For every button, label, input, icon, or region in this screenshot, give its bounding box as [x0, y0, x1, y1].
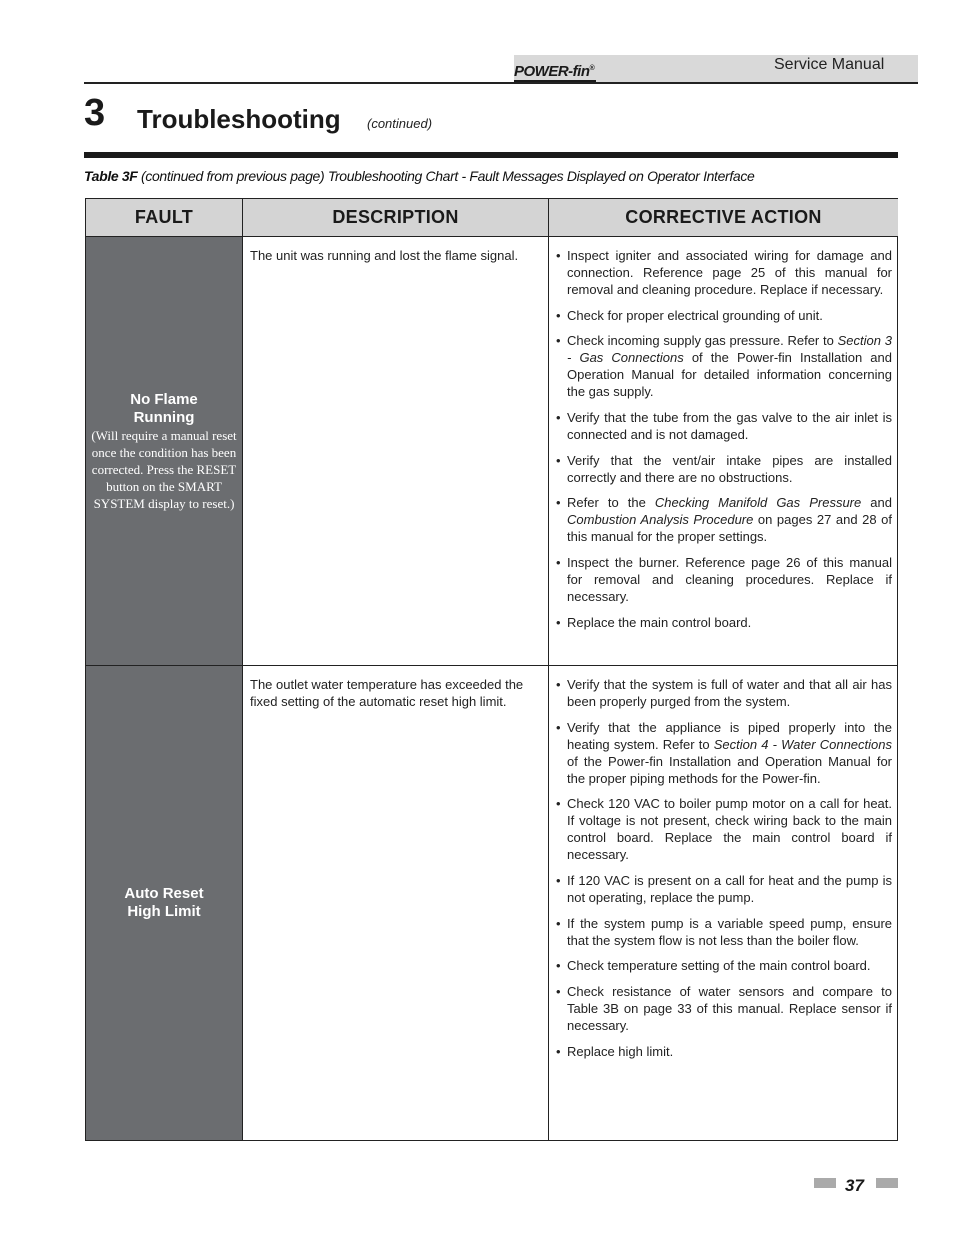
description-cell: The unit was running and lost the flame signal.: [243, 237, 549, 666]
action-item: • Check 120 VAC to boiler pump motor on a call for heat. If voltage is not present, check wiring back to the main control board. Replace the main control board if necessary.: [555, 795, 892, 863]
section-rule: [84, 152, 898, 158]
description-cell: The outlet water temperature has exceeded the fixed setting of the automatic reset high limit.: [243, 666, 549, 1140]
page-bar-left: [814, 1178, 836, 1188]
manual-label: Service Manual: [774, 56, 885, 73]
brand-logo: [514, 60, 596, 82]
action-item: • Verify that the tube from the gas valve to the air inlet is connected and is not damaged.: [555, 409, 892, 443]
fault-title: Auto Reset High Limit: [124, 885, 204, 920]
action-item: • Refer to the Checking Manifold Gas Pressure and Combustion Analysis Procedure on pages 27 and 28 of this manual for the proper settings.: [555, 494, 892, 545]
action-item: • Verify that the vent/air intake pipes are installed correctly and there are no obstructions.: [555, 452, 892, 486]
header-description: DESCRIPTION: [243, 199, 549, 237]
page-number: 37: [845, 1176, 864, 1195]
header-corrective-action: CORRECTIVE ACTION: [549, 199, 898, 237]
action-item: • Inspect the burner. Reference page 26 of this manual for removal and cleaning procedures. Replace if necessary.: [555, 554, 892, 605]
table-caption-label: Table 3F: [84, 168, 138, 184]
table-caption: [84, 168, 754, 184]
actions-cell: [549, 237, 898, 666]
chapter-number: 3: [84, 92, 106, 134]
brand-mark: ®: [589, 65, 595, 72]
action-item: • If 120 VAC is present on a call for heat and the pump is not operating, replace the pump.: [555, 872, 892, 906]
action-list: [555, 676, 892, 1060]
action-item: • Verify that the system is full of water and that all air has been properly purged from the system.: [555, 676, 892, 710]
action-item: • Check for proper electrical grounding of unit.: [555, 307, 892, 324]
action-item: • Replace the main control board.: [555, 614, 892, 631]
action-item: • If the system pump is a variable speed pump, ensure that the system flow is not less than the boiler flow.: [555, 915, 892, 949]
table-caption-text: (continued from previous page) Troubleshooting Chart - Fault Messages Displayed on Operator Interface: [137, 168, 755, 184]
action-item: • Inspect igniter and associated wiring for damage and connection. Reference page 25 of this manual for removal and cleaning procedure. Replace if necessary.: [555, 247, 892, 298]
brand-text: POWER-fin: [514, 63, 590, 80]
fault-cell-high-limit: [86, 666, 243, 1140]
header-fault: FAULT: [86, 199, 243, 237]
action-list: [555, 247, 892, 631]
action-item: • Check incoming supply gas pressure. Refer to Section 3 - Gas Connections of the Power-fin Installation and Operation Manual for detailed information concerning the gas supply.: [555, 332, 892, 400]
fault-title: No Flame Running: [130, 390, 198, 426]
top-rule: [84, 82, 918, 84]
actions-cell: [549, 666, 898, 1140]
fault-note: (Will require a manual reset once the condition has been corrected. Press the RESET button on the SMART SYSTEM display to reset.): [91, 427, 237, 511]
chapter-continued: (continued): [367, 116, 433, 131]
chapter-title: Troubleshooting: [137, 104, 341, 134]
troubleshooting-table: [85, 198, 898, 1141]
page-bar-right: [876, 1178, 898, 1188]
action-item: • Replace high limit.: [555, 1043, 892, 1060]
action-item: • Check resistance of water sensors and compare to Table 3B on page 33 of this manual. Replace sensor if necessary.: [555, 983, 892, 1034]
action-item: • Check temperature setting of the main control board.: [555, 957, 892, 974]
action-item: • Verify that the appliance is piped properly into the heating system. Refer to Section 4 - Water Connections of the Power-fin Installation and Operation Manual for the proper piping methods for the Power-fin.: [555, 719, 892, 787]
fault-cell-no-flame: [86, 237, 243, 666]
